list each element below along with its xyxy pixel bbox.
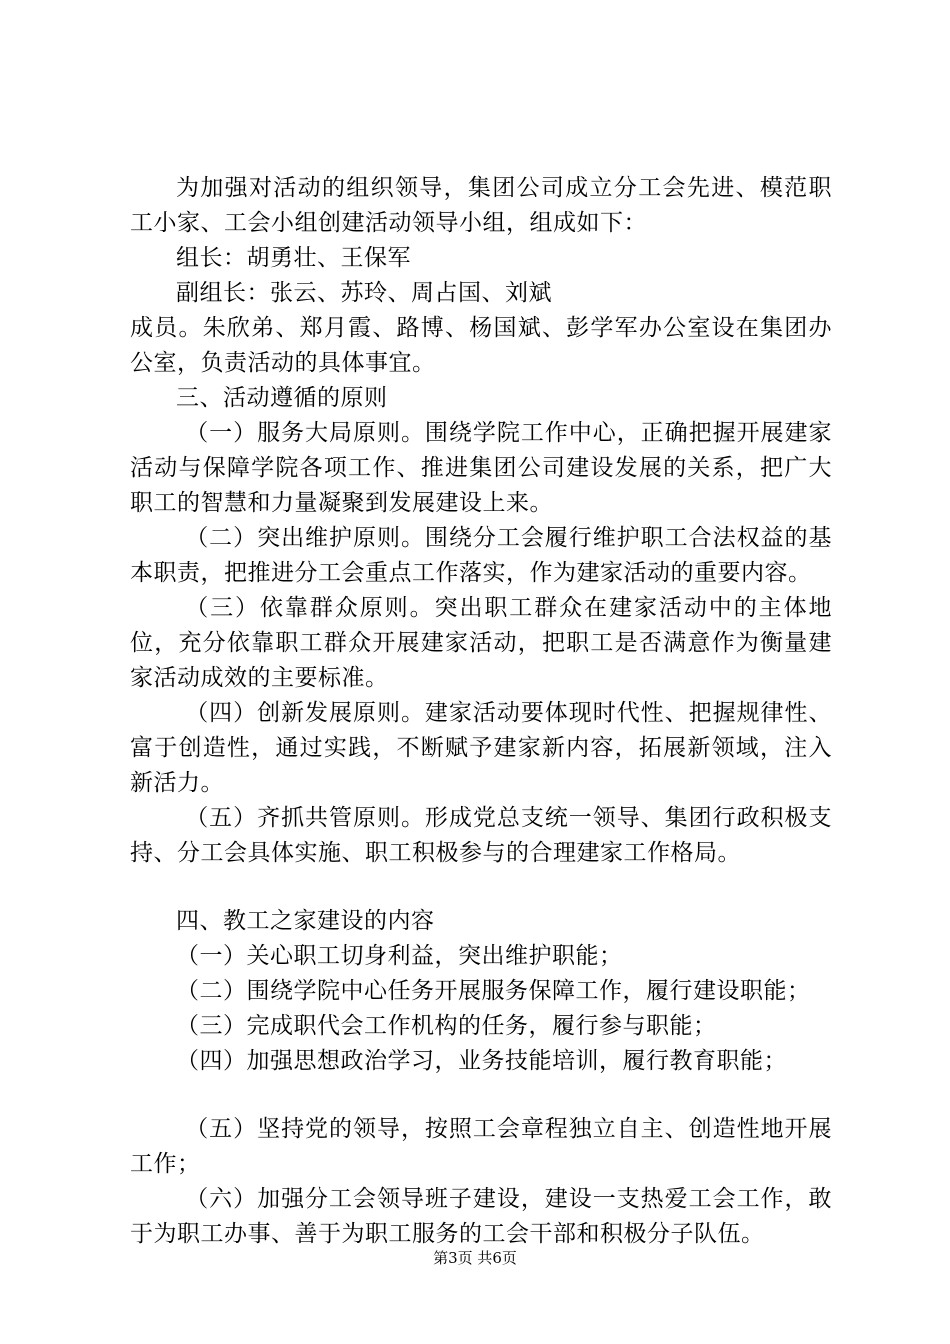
list-item: （二）围绕学院中心任务开展服务保障工作，履行建设职能； <box>176 978 811 1004</box>
section-heading: 四、教工之家建设的内容 <box>176 908 435 934</box>
paragraph-gap <box>130 871 832 904</box>
paragraph: 副组长：张云、苏玲、周占国、刘斌 <box>176 280 552 306</box>
list-item: （四）加强思想政治学习，业务技能培训，履行教育职能； <box>176 1048 787 1074</box>
list-item: （五）坚持党的领导，按照工会章程独立自主、创造性地开展工作； <box>130 1116 832 1177</box>
page-number-footer: 第3页 共6页 <box>433 1249 517 1267</box>
list-item: （三）完成职代会工作机构的任务，履行参与职能； <box>176 1013 717 1039</box>
paragraph-gap <box>130 1079 832 1112</box>
paragraph: （一）服务大局原则。围绕学院工作中心，正确把握开展建家活动与保障学院各项工作、推进集团公司建设发展的关系，把广大职工的智慧和力量凝聚到发展建设上来。 <box>130 420 832 516</box>
document-body <box>130 171 832 1252</box>
paragraph: （四）创新发展原则。建家活动要体现时代性、把握规律性、富于创造性，通过实践，不断赋予建家新内容，拓展新领域，注入新活力。 <box>130 700 832 796</box>
paragraph: （二）突出维护原则。围绕分工会履行维护职工合法权益的基本职责，把推进分工会重点工作落实，作为建家活动的重要内容。 <box>130 525 832 586</box>
section-heading: 三、活动遵循的原则 <box>176 385 388 411</box>
paragraph: 成员。朱欣弟、郑月霞、路博、杨国斌、彭学军办公室设在集团办公室，负责活动的具体事宜。 <box>130 315 832 376</box>
list-item: （一）关心职工切身利益，突出维护职能； <box>176 943 623 969</box>
paragraph: （五）齐抓共管原则。形成党总支统一领导、集团行政积极支持、分工会具体实施、职工积极参与的合理建家工作格局。 <box>130 805 832 866</box>
paragraph: 组长：胡勇壮、王保军 <box>176 245 411 271</box>
list-item: （六）加强分工会领导班子建设，建设一支热爱工会工作，敢于为职工办事、善于为职工服务的工会干部和积极分子队伍。 <box>130 1186 832 1247</box>
paragraph: 为加强对活动的组织领导，集团公司成立分工会先进、模范职工小家、工会小组创建活动领导小组，组成如下： <box>130 175 832 236</box>
paragraph: （三）依靠群众原则。突出职工群众在建家活动中的主体地位，充分依靠职工群众开展建家活动，把职工是否满意作为衡量建家活动成效的主要标准。 <box>130 595 832 691</box>
